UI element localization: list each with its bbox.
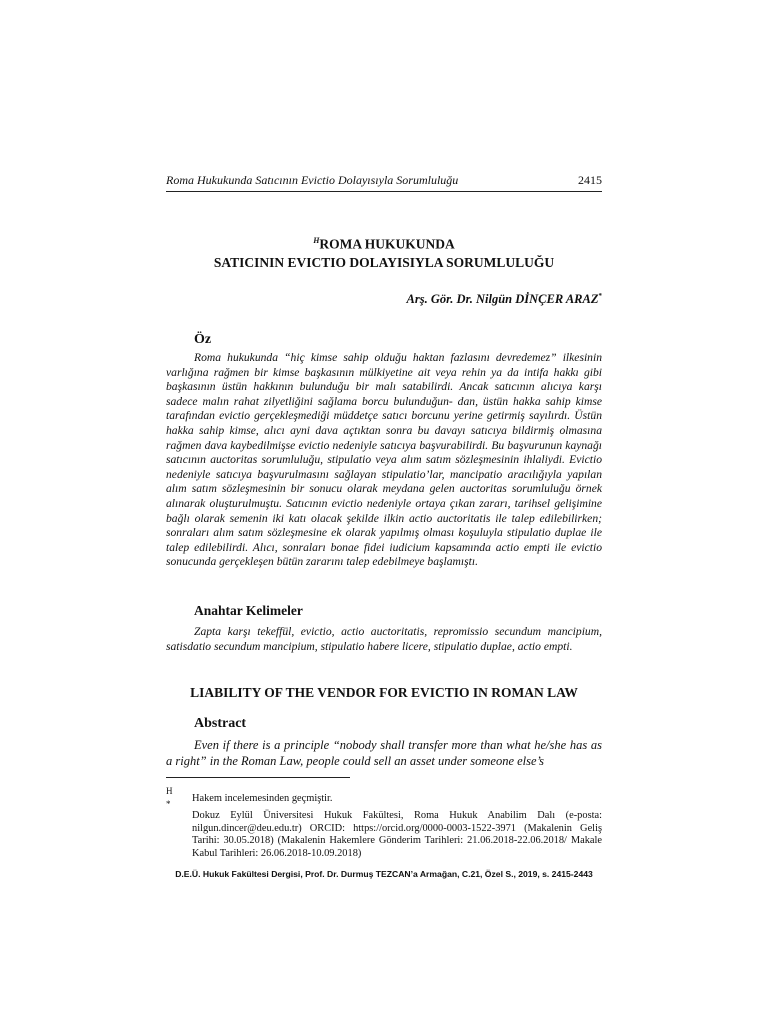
oz-heading: Öz: [194, 332, 212, 347]
footnote-author-affiliation: Dokuz Eylül Üniversitesi Hukuk Fakültesi, Roma Hukuk Anabilim Dalı (e-posta: nilgun.dincer@deu.edu.tr) ORCID: https://orcid.org/0000-0003-1522-3971 (Makalenin Geliş Tarihi: 30.05.2018) (Makalenin Hakemlere Gönderim Tarihleri: 21.06.2018-22.06.2018/ Makale Kabul Tarihleri: 26.06.2018-10.09.2018): [192, 810, 602, 859]
footnote-divider: [166, 777, 350, 778]
title-line-1: ROMA HUKUKUNDA: [319, 236, 455, 252]
author-footnote-mark: *: [598, 292, 602, 300]
footnote-mark-star: *: [166, 799, 171, 809]
keywords-heading: Anahtar Kelimeler: [194, 603, 303, 618]
running-title: Roma Hukukunda Satıcının Evictio Dolayısıyla Sorumluluğu: [166, 173, 459, 187]
running-header: [166, 173, 602, 192]
keywords-paragraph: Zapta karşı tekeffül, evictio, actio auctoritatis, repromissio secundum mancipium, satisdatio secundum mancipium, stipulatio habere licere, stipulatio duplae, actio empti.: [166, 625, 602, 653]
title-footnote-mark: H: [313, 236, 320, 245]
journal-footer: D.E.Ü. Hukuk Fakültesi Dergisi, Prof. Dr. Durmuş TEZCAN’a Armağan, C.21, Özel S., 2019, s. 2415-2443: [175, 869, 593, 879]
abstract-paragraph: Even if there is a principle “nobody shall transfer more than what he/she has as a right” in the Roman Law, people could sell an asset under someone else’s: [166, 738, 602, 768]
footnote-mark-h: H: [166, 786, 173, 796]
article-title: [166, 232, 602, 272]
page-number: 2415: [578, 173, 602, 187]
abstract-heading: Abstract: [194, 716, 247, 731]
oz-paragraph: Roma hukukunda “hiç kimse sahip olduğu haktan fazlasını devredemez” ilkesinin varlığına rağmen bir kimse başkasının mülkiyetine ait veya rehin ya da intifa hakkı gibi başkasının üstün hakkının bulunduğu bir malı satabilirdi. Ancak satıcının alıcıya karşı sadece malın rahat zilyetliğini sağlama borcu bulunduğun- dan, üstün hakka sahip kimse tarafından evictio gerçekleşmediği müddetçe satıcı borcunu yerine getirmiş sayılırdı. Üstün hakka sahip kimse, alıcı ayni dava açtıktan sonra bu davayı satıcıya bildirmiş olmasına rağmen dava kaybedilmişse evictio nedeniyle satıcıya başvurabilirdi. Bu başvurunun kaynağı satıcının auctoritas sorumluluğu, stipulatio veya alım satım sözleşmesinin ihlaliydi. Evictio nedeniyle satıcıya başvurulmasını sağlayan stipulatio’lar, mancipatio aracılığıyla yapılan alım satım sözleşmesinin bir sonucu olarak meydana gelen auctoritas sorumluluğu örnek alınarak oluşturulmuştu. Satıcının evictio nedeniyle ortaya çıkan zararı, tarihsel gelişimine bağlı olarak semenin iki katı olacak şekilde ilkin actio auctoritatis ile talep edilebilirken; sonraları alım satım sözleşmesine ek olarak yapılmış olması koşuluyla stipulatio duplae ile talep edilebilirdi. Alıcı, sonraları bonae fidei iudicium kapsamında actio empti ile evictio sonucunda gerçekleşen bütün zararını talep edebilmeye başlamıştı.: [166, 351, 602, 569]
footnote-referee: Hakem incelemesinden geçmiştir.: [192, 793, 333, 804]
title-line-2: SATICININ EVICTIO DOLAYISIYLA SORUMLULUĞU: [213, 254, 555, 270]
author-line: [407, 292, 602, 307]
author-name: Arş. Gör. Dr. Nilgün DİNÇER ARAZ: [406, 292, 599, 307]
english-title: LIABILITY OF THE VENDOR FOR EVICTIO IN ROMAN LAW: [190, 685, 578, 700]
